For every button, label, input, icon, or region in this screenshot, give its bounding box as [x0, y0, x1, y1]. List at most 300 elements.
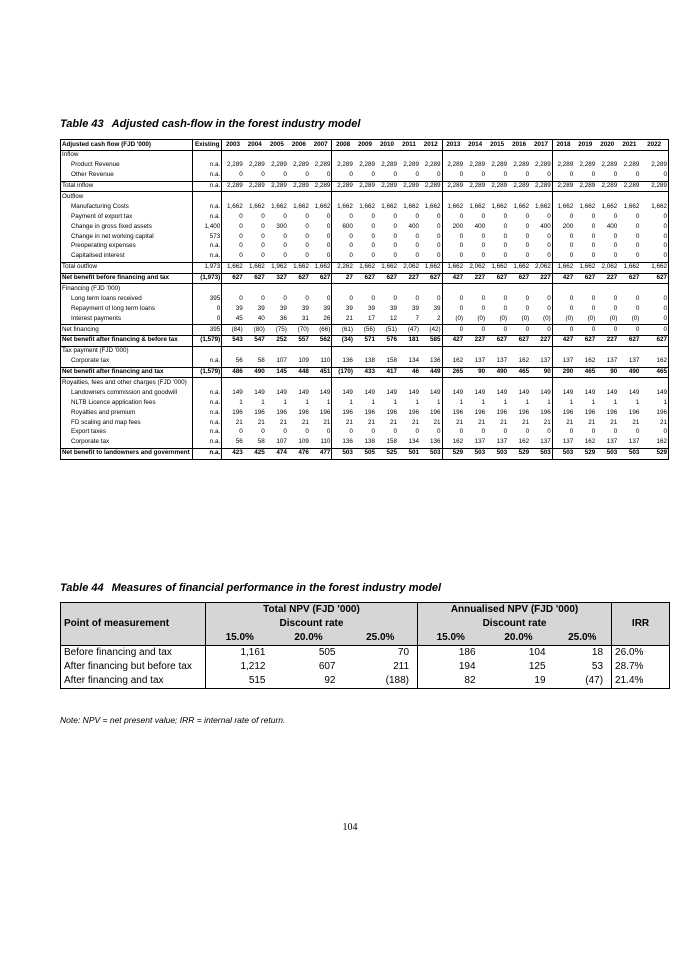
year-value: 0 [613, 304, 618, 312]
row-label: Interest payments [61, 314, 193, 324]
year-value: 529 [442, 448, 464, 459]
column-header-year: 2014 [464, 140, 486, 151]
year-value: 0 [552, 294, 574, 304]
table-row [61, 212, 669, 222]
empty-cell [574, 150, 596, 160]
year-value: 501 [398, 448, 420, 459]
year-value: 58 [257, 357, 265, 365]
npv-value: 82 [418, 674, 484, 689]
year-value: 1,662 [574, 262, 596, 273]
year-value: 2,289 [332, 181, 354, 192]
empty-cell [552, 192, 574, 202]
existing-value: 1,400 [193, 222, 222, 232]
empty-cell [420, 150, 442, 160]
year-value: 1,662 [244, 262, 266, 273]
year-value: 21 [332, 418, 354, 428]
year-value: 12 [389, 314, 397, 322]
year-value: 627 [354, 273, 376, 284]
year-value: 0 [481, 428, 486, 436]
year-value: 0 [283, 294, 287, 302]
year-value: 0 [305, 252, 309, 260]
year-value: 571 [354, 335, 376, 346]
year-value: 1,662 [491, 202, 508, 210]
year-value: 0 [481, 242, 486, 250]
year-value: 0 [635, 428, 640, 436]
year-value: 21 [433, 418, 441, 426]
year-value: 0 [635, 222, 640, 230]
year-value: 109 [298, 357, 309, 365]
table-row [61, 408, 669, 418]
empty-cell [596, 346, 618, 356]
table-43-number: Table 43 [60, 118, 104, 130]
empty-cell [464, 192, 486, 202]
year-value: 137 [628, 357, 640, 365]
year-value: 196 [540, 408, 551, 416]
year-value: (66) [310, 325, 332, 336]
year-value: 0 [640, 304, 668, 314]
year-value: 196 [518, 408, 530, 416]
year-value: 0 [547, 232, 551, 240]
empty-cell [508, 192, 530, 202]
year-value: 0 [371, 232, 375, 240]
empty-cell [193, 346, 222, 356]
row-label: Capitalised interest [61, 252, 193, 262]
year-value: 162 [442, 357, 464, 367]
year-value: 2,289 [491, 161, 508, 169]
row-label: Preoperating expenses [61, 242, 193, 252]
empty-cell [222, 378, 244, 388]
year-value: 1,662 [601, 202, 618, 210]
year-value: 503 [332, 448, 354, 459]
year-value: 162 [584, 357, 596, 365]
year-value: 0 [283, 242, 287, 250]
year-value: 149 [254, 388, 265, 396]
year-value: 90 [596, 367, 618, 378]
year-value: 2,289 [530, 181, 552, 192]
year-value: 149 [408, 388, 420, 396]
year-value: 162 [442, 438, 464, 448]
year-value: 2,062 [596, 262, 618, 273]
year-value: 0 [326, 294, 331, 302]
section-row [61, 378, 669, 388]
table-row [61, 438, 669, 448]
table-row [61, 273, 669, 284]
year-value: 21 [552, 418, 574, 428]
npv-value: 211 [393, 661, 410, 672]
year-value: 0 [442, 294, 464, 304]
year-value: 1 [547, 398, 551, 406]
year-value: 21 [500, 418, 508, 426]
year-value: (61) [332, 325, 354, 336]
empty-cell [420, 284, 442, 294]
year-value: 1 [640, 398, 668, 408]
year-value: 1 [415, 398, 420, 406]
year-value: 0 [393, 212, 397, 220]
year-value: 0 [442, 171, 464, 181]
existing-value: 0 [193, 304, 222, 314]
empty-cell [574, 284, 596, 294]
year-value: 627 [640, 335, 668, 346]
year-value: 227 [530, 273, 552, 284]
year-value: 46 [398, 367, 420, 378]
year-value: 137 [552, 438, 574, 448]
year-value: 2,289 [249, 161, 265, 169]
row-label: NLTB Licence application fees [61, 398, 193, 408]
year-value: 1,662 [618, 262, 640, 273]
year-value: 2,289 [359, 161, 375, 169]
column-header-year: 2022 [640, 140, 668, 151]
year-value: 0 [393, 252, 397, 260]
year-value: 181 [398, 335, 420, 346]
year-value: (34) [332, 335, 354, 346]
year-value: 21 [442, 418, 464, 428]
column-header-year: 2011 [398, 140, 420, 151]
year-value: (47) [398, 325, 420, 336]
year-value: 490 [486, 367, 508, 378]
year-value: 2,289 [222, 161, 244, 171]
year-value: 227 [596, 273, 618, 284]
year-value: 0 [640, 222, 668, 232]
annualised-npv-header: Annualised NPV (FJD '000) [418, 603, 612, 618]
year-value: 1,662 [271, 202, 287, 210]
year-value: (51) [376, 325, 398, 336]
year-value: 265 [442, 367, 464, 378]
table-row [61, 367, 669, 378]
year-value: 0 [613, 212, 618, 220]
year-value: 490 [618, 367, 640, 378]
row-label: Net benefit after financing & before tax [61, 335, 193, 346]
column-header-year: 2019 [574, 140, 596, 151]
year-value: 39 [412, 304, 420, 312]
year-value: (170) [332, 367, 354, 378]
section-label: Outflow [61, 192, 193, 202]
year-value: 136 [430, 357, 441, 365]
year-value: 1,662 [442, 262, 464, 273]
year-value: 0 [332, 252, 354, 262]
section-label: Financing (FJD '000) [61, 284, 193, 294]
table-header-row [61, 140, 669, 151]
year-value: 1,662 [222, 262, 244, 273]
empty-cell [596, 192, 618, 202]
point-of-measurement-header: Point of measurement [61, 603, 206, 646]
npv-value: 194 [418, 660, 484, 674]
year-value: 0 [261, 212, 265, 220]
year-value: 0 [635, 171, 640, 179]
year-value: 252 [266, 335, 288, 346]
year-value: 465 [508, 367, 530, 378]
year-value: 433 [354, 367, 376, 378]
column-header-year: 2003 [222, 140, 244, 151]
year-value: 137 [474, 357, 486, 365]
year-value: 158 [386, 438, 397, 446]
year-value: 1,662 [442, 202, 464, 212]
year-value: 0 [437, 232, 441, 240]
year-value: 196 [364, 408, 375, 416]
year-value: 465 [574, 367, 596, 378]
year-value: 2,289 [420, 181, 442, 192]
year-value: 1,662 [249, 202, 265, 210]
rate-header: 25.0% [554, 631, 612, 646]
year-value: 2,289 [640, 161, 668, 171]
year-value: 627 [618, 335, 640, 346]
column-header-year: 2018 [552, 140, 574, 151]
empty-cell [332, 378, 354, 388]
year-value: 149 [540, 388, 551, 396]
year-value: 503 [618, 448, 640, 459]
year-value: 1 [283, 398, 287, 406]
empty-cell [193, 284, 222, 294]
year-value: 162 [584, 438, 596, 446]
year-value: 2,289 [332, 161, 354, 171]
empty-cell [442, 378, 464, 388]
year-value: 39 [222, 304, 244, 314]
year-value: 0 [283, 428, 287, 436]
empty-cell [310, 150, 332, 160]
total-npv-header: Total NPV (FJD '000) [206, 603, 418, 618]
year-value: 39 [323, 304, 331, 312]
empty-cell [354, 150, 376, 160]
year-value: 196 [276, 408, 287, 416]
column-header-year: 2015 [486, 140, 508, 151]
year-value: 0 [261, 428, 265, 436]
year-value: 17 [367, 314, 375, 322]
year-value: 327 [266, 273, 288, 284]
year-value: 1,662 [222, 202, 244, 212]
year-value: 39 [257, 304, 265, 312]
year-value: 149 [298, 388, 309, 396]
year-value: 227 [530, 335, 552, 346]
year-value: 227 [398, 273, 420, 284]
year-value: 423 [222, 448, 244, 459]
row-label: Net benefit after financing and tax [61, 367, 193, 378]
year-value: 0 [393, 428, 397, 436]
year-value: 2,289 [314, 161, 331, 169]
empty-cell [222, 284, 244, 294]
year-value: 110 [320, 357, 331, 365]
year-value: 0 [547, 304, 551, 312]
year-value: 0 [503, 171, 508, 179]
year-value: 627 [310, 273, 332, 284]
year-value: 39 [367, 304, 375, 312]
table-row [61, 448, 669, 459]
year-value: 196 [496, 408, 508, 416]
year-value: 149 [606, 388, 618, 396]
row-label: Manufacturing Costs [61, 202, 193, 212]
year-value: 2,289 [596, 181, 618, 192]
table-row [61, 398, 669, 408]
year-value: 0 [547, 171, 551, 179]
year-value: 0 [305, 428, 309, 436]
column-header-year: 2008 [332, 140, 354, 151]
year-value: 149 [319, 388, 331, 396]
year-value: 136 [332, 438, 354, 448]
year-value: 400 [540, 222, 551, 230]
year-value: 627 [574, 335, 596, 346]
year-value: 0 [552, 428, 574, 438]
empty-cell [640, 346, 668, 356]
year-value: 0 [326, 428, 331, 436]
empty-cell [640, 284, 668, 294]
year-value: 547 [244, 335, 266, 346]
npv-value: 1,212 [206, 660, 274, 674]
existing-value: n.a. [193, 448, 222, 459]
year-value: 529 [574, 448, 596, 459]
empty-cell [618, 346, 640, 356]
year-value: 21 [478, 418, 486, 426]
year-value: 0 [332, 428, 354, 438]
year-value: 2,289 [244, 181, 266, 192]
year-value: 0 [261, 171, 265, 179]
year-value: 2,289 [222, 181, 244, 192]
year-value: 0 [415, 171, 420, 179]
year-value: 1,662 [552, 262, 574, 273]
year-value: 0 [640, 242, 668, 252]
year-value: 400 [408, 222, 420, 230]
year-value: 525 [376, 448, 398, 459]
year-value: 227 [596, 335, 618, 346]
year-value: 137 [606, 438, 618, 446]
empty-cell [486, 150, 508, 160]
existing-value: (1,579) [193, 335, 222, 346]
year-value: 0 [525, 242, 530, 250]
row-label: Corporate tax [61, 438, 193, 448]
npv-value: 186 [418, 646, 484, 661]
year-value: 0 [640, 171, 668, 181]
year-value: 486 [222, 367, 244, 378]
year-value: 0 [332, 242, 354, 252]
year-value: 149 [442, 388, 464, 398]
year-value: 196 [298, 408, 309, 416]
table-44-number: Table 44 [60, 582, 104, 594]
year-value: 2,289 [403, 161, 420, 169]
empty-cell [398, 192, 420, 202]
year-value: 137 [606, 357, 618, 365]
year-value: 0 [552, 212, 574, 222]
year-value: 1,662 [469, 202, 486, 210]
existing-value: n.a. [193, 242, 222, 252]
year-value: 627 [486, 335, 508, 346]
table-row [61, 232, 669, 242]
table-row [61, 294, 669, 304]
rate-header: 15.0% [418, 631, 484, 646]
year-value: 1,662 [552, 202, 574, 212]
column-header-year: 2020 [596, 140, 618, 151]
year-value: 149 [640, 388, 668, 398]
empty-cell [332, 346, 354, 356]
year-value: 0 [591, 212, 596, 220]
year-value: 627 [508, 273, 530, 284]
year-value: 0 [305, 232, 309, 240]
year-value: 0 [415, 242, 420, 250]
column-header-label: Adjusted cash flow (FJD '000) [61, 140, 193, 151]
year-value: 0 [464, 325, 486, 336]
row-label: Product Revenue [61, 161, 193, 171]
npv-value: (47) [554, 674, 612, 689]
year-value: 2,289 [508, 181, 530, 192]
year-value: 0 [635, 252, 640, 260]
page-number: 104 [342, 822, 358, 833]
table-44-caption [60, 582, 441, 594]
empty-cell [508, 284, 530, 294]
row-label: Net benefit before financing and tax [61, 273, 193, 284]
year-value: 149 [584, 388, 596, 396]
empty-cell [354, 378, 376, 388]
year-value: 557 [288, 335, 310, 346]
year-value: 1 [613, 398, 618, 406]
existing-value: (1,973) [193, 273, 222, 284]
year-value: (0) [499, 314, 508, 322]
year-value: 1 [552, 398, 574, 408]
year-value: 1,662 [640, 262, 668, 273]
year-value: 39 [389, 304, 397, 312]
year-value: 145 [266, 367, 288, 378]
year-value: 0 [332, 294, 354, 304]
year-value: 0 [261, 222, 265, 230]
year-value: 0 [547, 428, 551, 436]
year-value: 0 [552, 232, 574, 242]
year-value: 39 [433, 304, 441, 312]
year-value: 196 [408, 408, 420, 416]
empty-cell [376, 192, 398, 202]
empty-cell [244, 150, 266, 160]
year-value: 0 [525, 428, 530, 436]
section-row [61, 346, 669, 356]
year-value: 0 [547, 242, 551, 250]
year-value: 0 [525, 294, 530, 302]
row-label: Change in gross fixed assets [61, 222, 193, 232]
year-value: 1,662 [310, 262, 332, 273]
empty-cell [486, 192, 508, 202]
year-value: 2,289 [293, 161, 309, 169]
measurement-label: After financing but before tax [61, 660, 206, 674]
year-value: 2,289 [534, 161, 551, 169]
year-value: 0 [481, 252, 486, 260]
year-value: 196 [628, 408, 640, 416]
empty-cell [244, 192, 266, 202]
year-value: 0 [442, 325, 464, 336]
year-value: 0 [591, 304, 596, 312]
year-value: 109 [298, 438, 309, 446]
empty-cell [442, 192, 464, 202]
year-value: 1 [332, 398, 354, 408]
year-value: 90 [530, 367, 552, 378]
year-value: 21 [610, 418, 618, 426]
year-value: 0 [547, 294, 551, 302]
measurement-label: Before financing and tax [61, 646, 206, 661]
empty-cell [376, 346, 398, 356]
empty-cell [442, 284, 464, 294]
year-value: 600 [332, 222, 354, 232]
year-value: 137 [496, 357, 508, 365]
table-row [61, 181, 669, 192]
year-value: 0 [222, 212, 244, 222]
empty-cell [266, 150, 288, 160]
year-value: 290 [552, 367, 574, 378]
empty-cell [486, 378, 508, 388]
column-header-year: 2009 [354, 140, 376, 151]
empty-cell [244, 346, 266, 356]
year-value: 0 [371, 171, 375, 179]
year-value: 0 [437, 428, 441, 436]
empty-cell [398, 284, 420, 294]
year-value: 0 [503, 212, 508, 220]
existing-value: n.a. [193, 418, 222, 428]
year-value: 107 [276, 438, 287, 446]
existing-value: (1,579) [193, 367, 222, 378]
year-value: 0 [503, 242, 508, 250]
year-value: 0 [415, 294, 420, 302]
year-value: 39 [279, 304, 287, 312]
